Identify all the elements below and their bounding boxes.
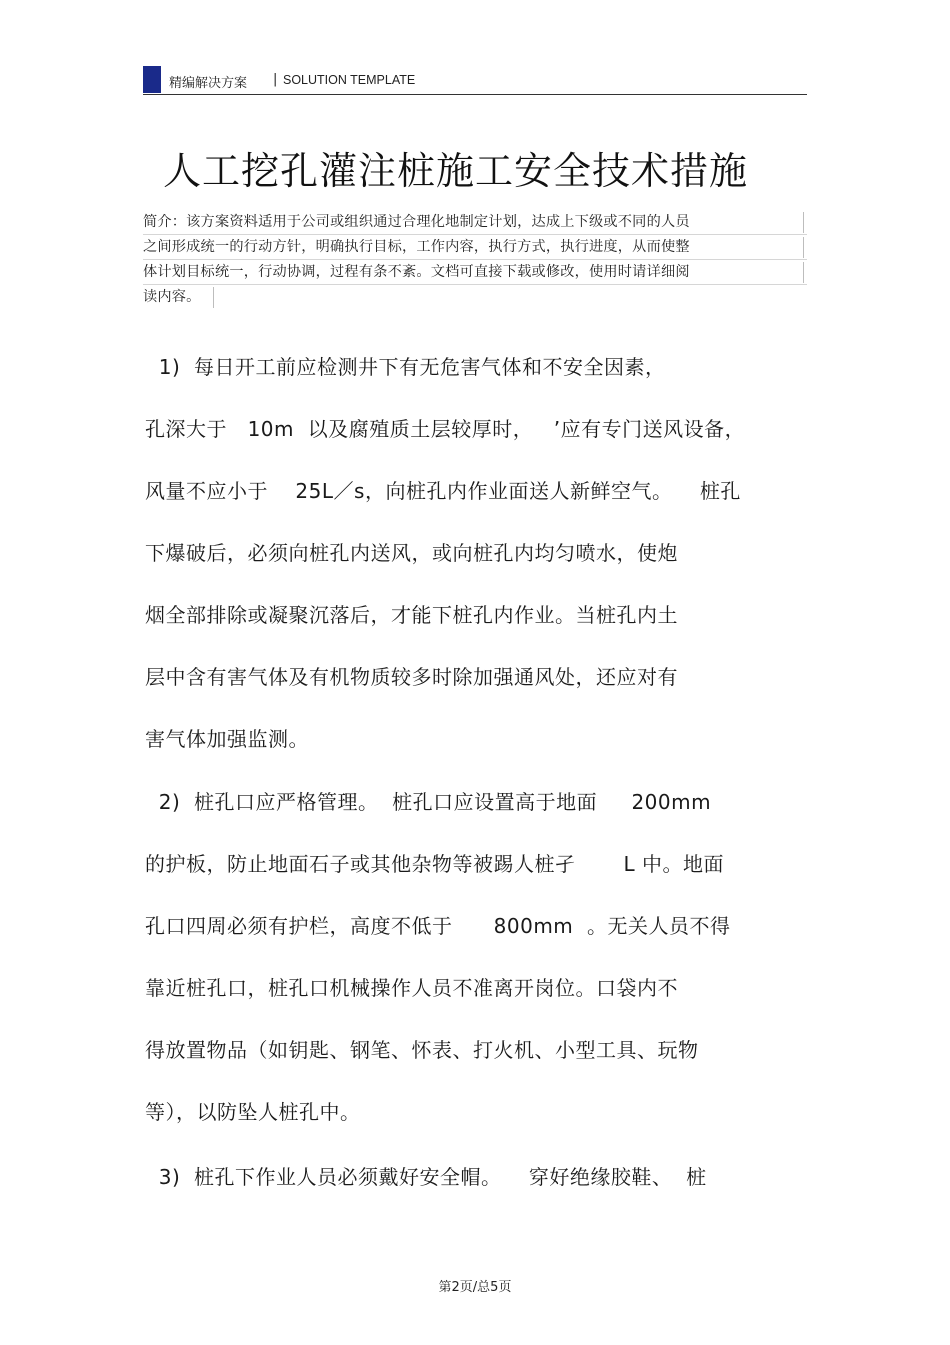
intro-line: 之间形成统一的行动方针，明确执行目标，工作内容，执行方式，执行进度，从而使整 xyxy=(143,235,807,260)
document-title: 人工挖孔灌注桩施工安全技术措施 xyxy=(163,149,749,193)
paragraph-line: 孔深大于 10m 以及腐殖质土层较厚时， ’应有专门送风设备， xyxy=(145,417,746,441)
header-template-label: SOLUTION TEMPLATE xyxy=(283,73,416,87)
paragraph-line: 1) 每日开工前应检测井下有无危害气体和不安全因素， xyxy=(145,355,666,379)
paragraph-line: 等），以防坠人桩孔中。 xyxy=(145,1100,361,1124)
intro-line: 读内容。 xyxy=(143,285,807,310)
paragraph-line: 下爆破后，必须向桩孔内送风，或向桩孔内均匀喷水，使炮 xyxy=(145,541,678,565)
logo-icon xyxy=(143,66,161,93)
paragraph-line: 靠近桩孔口，桩孔口机械操作人员不准离开岗位。口袋内不 xyxy=(145,976,678,1000)
paragraph-line: 孔口四周必须有护栏，高度不低于 800mm 。无关人员不得 xyxy=(145,914,731,938)
paragraph-line: 烟全部排除或凝聚沉落后，才能下桩孔内作业。当桩孔内土 xyxy=(145,603,678,627)
intro-box xyxy=(143,210,807,310)
page-footer: 第2页/总5页 xyxy=(438,1280,512,1295)
page-header xyxy=(143,66,807,94)
header-separator: | xyxy=(273,72,278,87)
intro-line: 简介：该方案资料适用于公司或组织通过合理化地制定计划，达成上下级或不同的人员 xyxy=(143,210,807,235)
paragraph-line: 得放置物品（如钥匙、钢笔、怀表、打火机、小型工具、玩物 xyxy=(145,1038,699,1062)
paragraph-line: 2) 桩孔口应严格管理。 桩孔口应设置高于地面 200mm xyxy=(145,790,712,814)
header-brand: 精编解决方案 xyxy=(169,76,248,91)
paragraph-line: 风量不应小于 25L／s，向桩孔内作业面送人新鲜空气。 桩孔 xyxy=(145,479,741,503)
paragraph-line: 害气体加强监测。 xyxy=(145,727,309,751)
header-rule xyxy=(143,94,807,95)
paragraph-line: 的护板，防止地面石子或其他杂物等被踢人桩孑 L 中。地面 xyxy=(145,852,725,876)
paragraph-line: 层中含有害气体及有机物质较多时除加强通风处，还应对有 xyxy=(145,665,678,689)
paragraph-line: 3) 桩孔下作业人员必须戴好安全帽。 穿好绝缘胶鞋、 桩 xyxy=(145,1165,707,1189)
intro-line: 体计划目标统一，行动协调，过程有条不紊。文档可直接下载或修改，使用时请详细阅 xyxy=(143,260,807,285)
